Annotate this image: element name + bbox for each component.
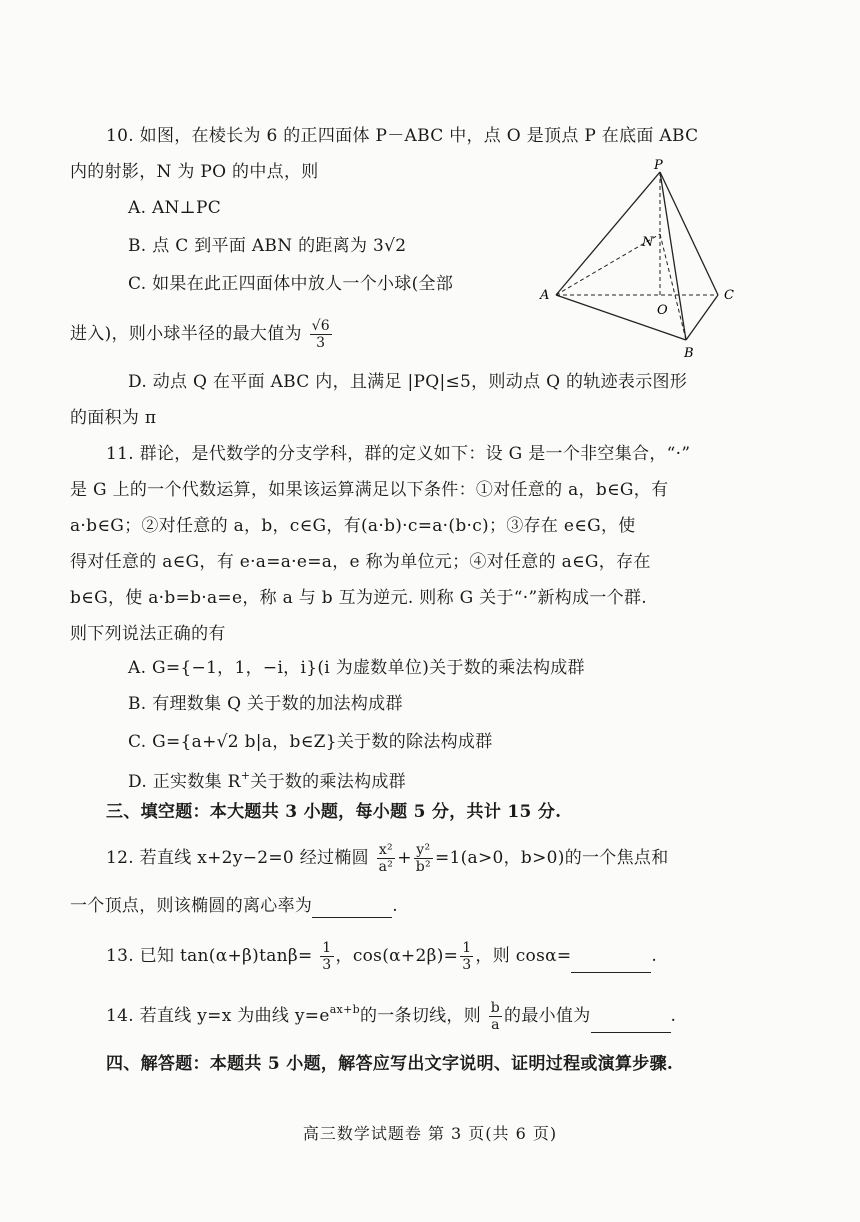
label-c: C bbox=[724, 288, 734, 303]
q13-fraction-1: $\frac{1}{3}$ bbox=[322, 940, 332, 973]
q11-line1: 11. 群论，是代数学的分支学科，群的定义如下：设 G 是一个非空集合，“·” bbox=[106, 444, 691, 464]
q10-stem-line1: 10. 如图，在棱长为 6 的正四面体 P－ABC 中，点 O 是顶点 P 在底面 ABC bbox=[106, 126, 699, 146]
q11-option-d: D. 正实数集 R+关于数的乘法构成群 bbox=[128, 769, 406, 792]
q14-line: 14. 若直线 y=x 为曲线 $y=e^{ax+b}$的一条切线，则 $\frac{b}{a}$ 的最小值为 . bbox=[106, 1000, 677, 1033]
page-footer: 高三数学试题卷 第 3 页(共 6 页) bbox=[302, 1124, 558, 1143]
q12-fraction-y: $\frac{\text{y²}}{\text{b²}}$ bbox=[415, 842, 431, 875]
q13-line: 13. 已知 tan(α+β)tanβ= $\frac{1}{3}$ ，cos(α+2β)= $\frac{1}{3}$ ，则 cosα= . bbox=[106, 940, 658, 973]
q11-option-b: B. 有理数集 Q 关于数的加法构成群 bbox=[128, 694, 403, 714]
q11-line2: 是 G 上的一个代数运算，如果该运算满足以下条件：①对任意的 a，b∈G，有 bbox=[70, 480, 669, 500]
label-p: P bbox=[654, 158, 663, 173]
q11-line5: b∈G，使 a·b=b·a=e，称 a 与 b 互为逆元. 则称 G 关于“·”新构成一个群. bbox=[70, 588, 647, 608]
q10-option-c-line1: C. 如果在此正四面体中放人一个小球(全部 bbox=[128, 274, 454, 294]
q12-line1: 12. 若直线 x+2y−2=0 经过椭圆 $\frac{\text{x²}}{\text{a²}}$ + $\frac{\text{y²}}{\text{b²}}$ =1(a>0，b>0)的一个焦点和 bbox=[106, 842, 669, 875]
q14-answer-blank bbox=[591, 1014, 671, 1033]
q10-option-a: A. AN⊥PC bbox=[128, 198, 222, 218]
q10-option-c-line2: 进入)，则小球半径的最大值为 $\frac{√6}{3}$ bbox=[70, 318, 330, 351]
label-a: A bbox=[540, 288, 550, 303]
q13-answer-blank bbox=[571, 954, 651, 973]
q14-fraction: $\frac{b}{a}$ bbox=[490, 1000, 501, 1033]
label-o: O bbox=[657, 303, 668, 318]
q11-line4: 得对任意的 a∈G，有 e·a=a·e=a，e 称为单位元；④对任意的 a∈G，存在 bbox=[70, 552, 651, 572]
q11-option-c: C. G={a+√2 b|a，b∈Z}关于数的除法构成群 bbox=[128, 732, 493, 752]
section-4-heading: 四、解答题：本题共 5 小题，解答应写出文字说明、证明过程或演算步骤. bbox=[106, 1054, 674, 1074]
section-3-heading: 三、填空题：本大题共 3 小题，每小题 5 分，共计 15 分. bbox=[106, 802, 562, 822]
q10-option-b: B. 点 C 到平面 ABN 的距离为 3√2 bbox=[128, 236, 407, 256]
tetrahedron-figure bbox=[536, 158, 746, 363]
q11-option-a: A. G={−1，1，−i，i}(i 为虚数单位)关于数的乘法构成群 bbox=[128, 658, 585, 678]
label-b: B bbox=[684, 346, 694, 361]
q12-line2: 一个顶点，则该椭圆的离心率为 . bbox=[70, 896, 398, 916]
q10-fraction: $\frac{√6}{3}$ bbox=[311, 318, 330, 351]
q10-option-d-line1: D. 动点 Q 在平面 ABC 内，且满足 |PQ|≤5，则动点 Q 的轨迹表示图形 bbox=[128, 372, 688, 392]
q10-stem-line2: 内的射影，N 为 PO 的中点，则 bbox=[70, 162, 319, 182]
q11-line6: 则下列说法正确的有 bbox=[70, 624, 226, 644]
q11-line3: a·b∈G；②对任意的 a，b，c∈G，有(a·b)·c=a·(b·c)；③存在 e∈G，使 bbox=[70, 516, 636, 536]
q12-fraction-x: $\frac{\text{x²}}{\text{a²}}$ bbox=[378, 842, 394, 875]
q10-option-d-line2: 的面积为 π bbox=[70, 408, 157, 428]
q12-answer-blank bbox=[312, 899, 392, 918]
q13-fraction-2: $\frac{1}{3}$ bbox=[462, 940, 472, 973]
label-n: N bbox=[642, 235, 654, 250]
